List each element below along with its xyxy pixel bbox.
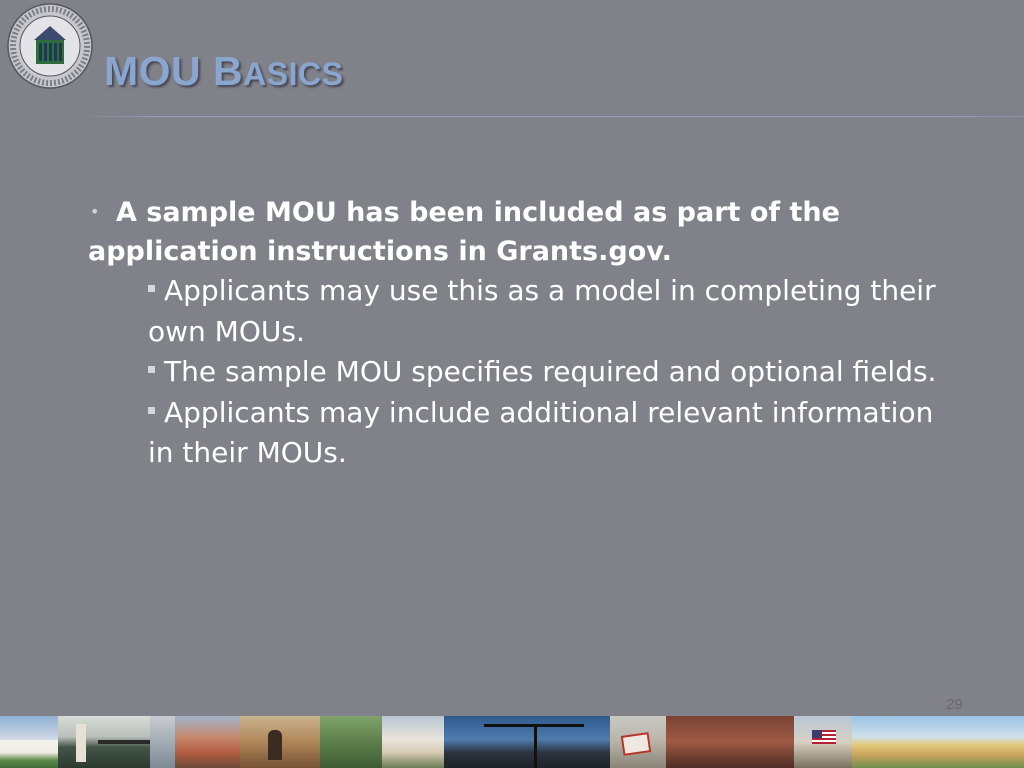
sub-bullet-text: Applicants may use this as a model in completing their own MOUs.: [148, 274, 936, 348]
title-divider: [78, 116, 1024, 117]
sign-photo: [610, 716, 666, 768]
sub-bullet-text: The sample MOU specifies required and optional fields.: [164, 355, 937, 388]
square-bullet-icon: [148, 285, 155, 292]
garden-photo: [320, 716, 382, 768]
building-photo: [150, 716, 175, 768]
brick-photo: [666, 716, 794, 768]
title-part-2: B: [201, 48, 244, 94]
worker-photo: [58, 716, 150, 768]
crane-photo: [444, 716, 610, 768]
flag-photo: [794, 716, 852, 768]
title-part-3: ASICS: [243, 56, 344, 92]
page-number: 29: [946, 696, 963, 713]
slide-content: [88, 192, 948, 474]
main-bullet-text: A sample MOU has been included as part of the application instructions in Grants.gov.: [88, 197, 840, 267]
bullet-dot-icon: •: [90, 202, 100, 221]
building-photo: [175, 716, 240, 768]
photo-strip: [0, 716, 1024, 768]
house-photo: [382, 716, 444, 768]
townhouse-photo: [852, 716, 1024, 768]
main-bullet: [88, 192, 948, 271]
slide-title: [104, 48, 343, 95]
hud-seal-logo: [6, 2, 94, 90]
construction-photo: [240, 716, 320, 768]
title-part-1: MOU: [104, 48, 202, 94]
sub-bullet-text: Applicants may include additional relevant information in their MOUs.: [148, 395, 934, 469]
sub-bullet-2: [148, 352, 948, 393]
square-bullet-icon: [148, 366, 155, 373]
square-bullet-icon: [148, 407, 155, 414]
house-photo: [0, 716, 58, 768]
sub-bullet-1: [148, 271, 948, 352]
sub-bullet-list: [88, 271, 948, 474]
sub-bullet-3: [148, 393, 948, 474]
